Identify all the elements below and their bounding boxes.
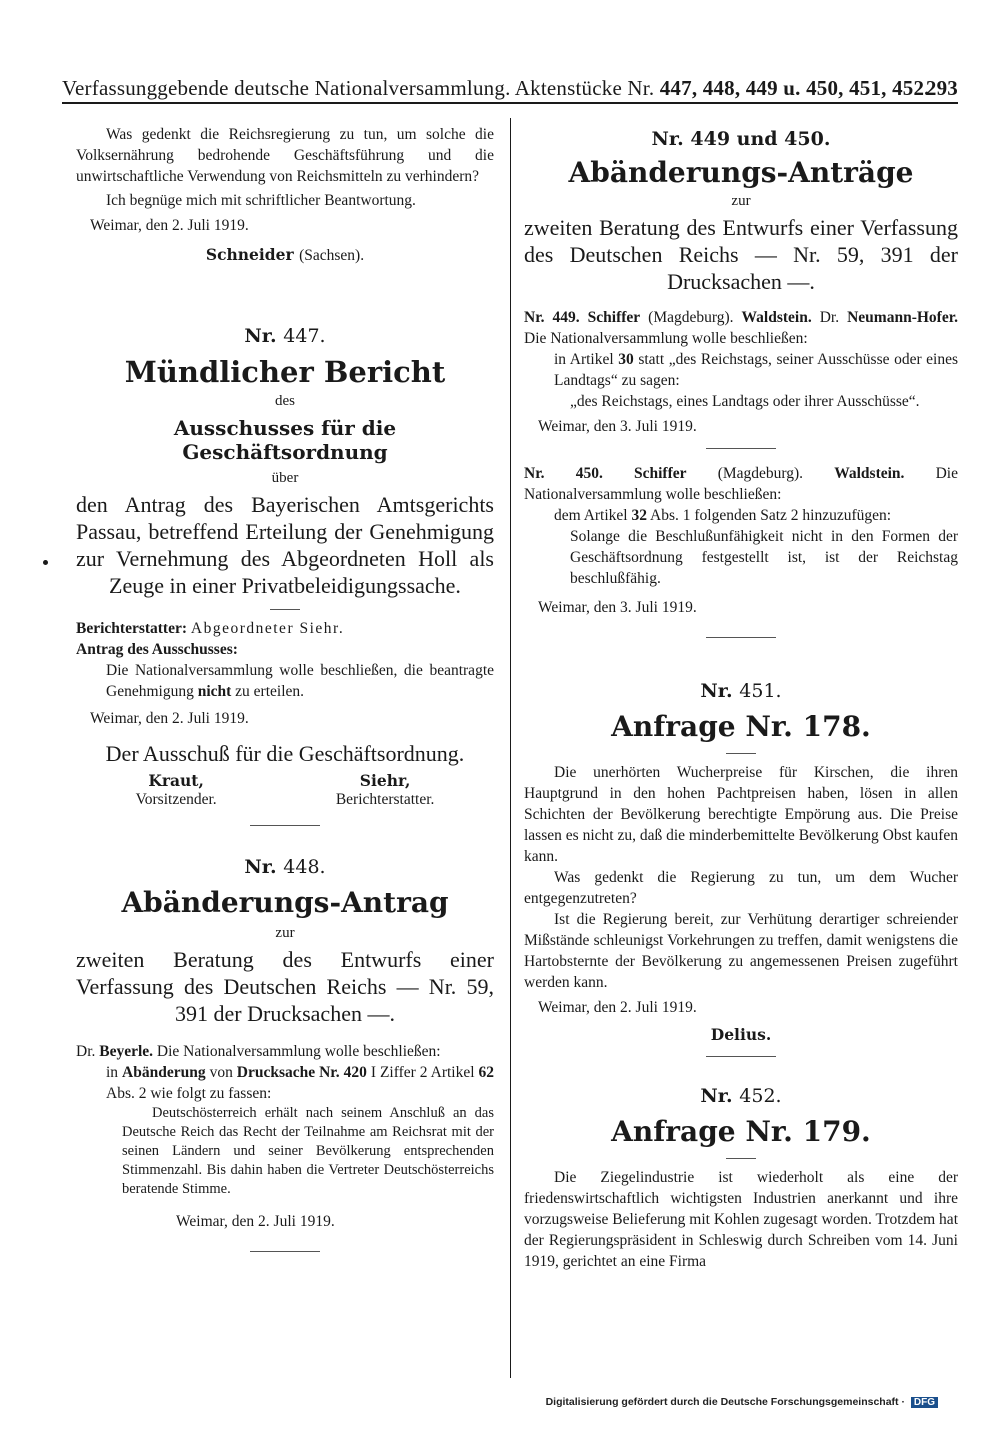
signature-reporter: Siehr, Berichterstatter.	[335, 771, 435, 808]
signature-chair: Kraut, Vorsitzender.	[135, 771, 217, 808]
dfg-logo: DFG	[911, 1397, 938, 1408]
nr-451-signature: Delius.	[710, 1025, 772, 1044]
nr-450-date: Weimar, den 3. Juli 1919.	[538, 599, 697, 616]
separator	[706, 448, 776, 449]
nr-447-reporter: Berichterstatter: Abgeordneter Siehr.	[76, 620, 345, 637]
nr-451-para-2: Was gedenkt die Regierung zu tun, um dem Wucher entgegenzutreten?	[524, 869, 958, 907]
nr-448-quote: Deutschösterreich erhält nach seinem Anschluß an das Deutsche Reich das Recht der Teilnahme am Reichsrat mit der seinen Ländern und seiner Bevölkerung entsprechenden Stimmenzahl. Bis dahin haben die Vertreter Deutschösterreichs beratende Stimme.	[122, 1105, 494, 1197]
nr-449-450-title: Abänderungs-Anträge	[568, 156, 914, 189]
nr-448-title: Abänderungs-Antrag	[121, 886, 449, 919]
nr-448-mover: Dr. Beyerle. Die Nationalversammlung wolle beschließen:	[76, 1043, 441, 1060]
nr-447-subtitle: Ausschusses für die Geschäftsordnung	[173, 416, 397, 464]
digitization-credit: Digitalisierung gefördert durch die Deutsche Forschungsgemeinschaft · DFG	[546, 1396, 938, 1408]
nr-451-para-3: Ist die Regierung bereit, zur Verhütung derartiger schreiender Mißstände schleunigst Vorkehrungen zu treffen, damit wenigstens die Hartobsternte der Bevölkerung zu angemessenen Preisen zugeführt werden kann.	[524, 911, 958, 991]
nr-452-para-1: Die Ziegelindustrie ist wiederholt als eine der friedenswirtschaftlich wichtigsten Industrien anerkannt und ihre vorzugsweise Belieferung mit Kohlen zugesagt worden. Trotzdem hat der Regierungspräsident in Schleswig durch Schreiben vom 14. Juni 1919, gerichtet an eine Firma	[524, 1169, 958, 1270]
nr-451-date: Weimar, den 2. Juli 1919.	[538, 999, 697, 1016]
nr-447-committee: Der Ausschuß für die Geschäftsordnung.	[105, 741, 465, 766]
intro-paragraph: Was gedenkt die Reichsregierung zu tun, um solche die Volksernährung bedrohende Geschäftsführung und die unwirtschaftliche Verwendung von Reichsmitteln zu verhindern?	[76, 126, 494, 185]
header-document-numbers: 447, 448, 449 u. 450, 451, 452.	[659, 76, 930, 100]
nr-447-signatures	[76, 771, 494, 809]
intro-answer: Ich begnüge mich mit schriftlicher Beantwortung.	[106, 192, 416, 209]
nr-452-title: Anfrage Nr. 179.	[611, 1115, 871, 1148]
nr-447-subject: den Antrag des Bayerischen Amtsgerichts Passau, betreffend Erteilung der Genehmigung zur Vernehmung des Abgeordneten Holl als Zeuge in einer Privatbeleidigungssache.	[76, 492, 494, 598]
nr-448-date: Weimar, den 2. Juli 1919.	[176, 1213, 335, 1230]
intro-date: Weimar, den 2. Juli 1919.	[90, 217, 249, 234]
separator	[270, 609, 300, 610]
nr-448-subject: zweiten Beratung des Entwurfs einer Verfassung des Deutschen Reichs — Nr. 59, 391 der Drucksachen —.	[76, 947, 494, 1026]
separator	[726, 753, 756, 754]
nr-447-des: des	[275, 393, 295, 409]
nr-449-450-zur: zur	[731, 193, 751, 209]
nr-452-heading: Nr. 452.	[700, 1085, 782, 1107]
nr-449-450-subject: zweiten Beratung des Entwurfs einer Verfassung des Deutschen Reichs — Nr. 59, 391 der Drucksachen —.	[524, 215, 958, 294]
nr-449-450-heading: Nr. 449 und 450.	[651, 128, 831, 150]
nr-448-amendment: in Abänderung von Drucksache Nr. 420 I Ziffer 2 Artikel 62 Abs. 2 wie folgt zu fassen:	[106, 1064, 495, 1102]
nr-448-zur: zur	[275, 925, 295, 941]
header-title: Verfassunggebende deutsche Nationalversammlung. Aktenstücke Nr. 447, 448, 449 u. 450, 451, 452.	[62, 76, 930, 100]
nr-449-quote: „des Reichstags, eines Landtags oder ihrer Ausschüsse“.	[570, 393, 920, 410]
page-number: 293	[925, 76, 958, 100]
intro-signature	[76, 245, 494, 265]
running-header	[62, 74, 958, 104]
column-divider	[510, 118, 511, 1378]
right-column	[524, 120, 958, 1272]
signature-place: (Sachsen).	[299, 247, 365, 264]
margin-mark	[43, 560, 48, 565]
nr-449-instruction: in Artikel 30 statt „des Reichstags, seiner Ausschüsse oder eines Landtags“ zu sagen:	[554, 351, 959, 389]
left-column	[76, 120, 494, 1252]
separator	[726, 1158, 756, 1159]
nr-447-heading: Nr. 447.	[244, 325, 326, 347]
nr-450-movers: Nr. 450. Schiffer (Magdeburg). Waldstein. Die Nationalversammlung wolle beschließen:	[524, 465, 958, 503]
nr-451-para-1: Die unerhörten Wucherpreise für Kirschen, die ihren Hauptgrund in den hohen Pachtpreisen haben, lösen in allen Schichten der Bevölkerung berechtigte Empörung aus. Die Preise lassen es nicht zu, daß die minderbemittelte Bevölkerung Obst kaufen kann.	[524, 764, 958, 865]
nr-447-antrag-text: Die Nationalversammlung wolle beschließen, die beantragte Genehmigung nicht zu erteilen.	[106, 662, 494, 700]
nr-451-heading: Nr. 451.	[700, 680, 782, 702]
separator	[250, 1251, 320, 1252]
separator	[706, 637, 776, 638]
nr-450-instruction: dem Artikel 32 Abs. 1 folgenden Satz 2 hinzuzufügen:	[554, 507, 892, 524]
nr-447-antrag-label: Antrag des Ausschusses:	[76, 641, 238, 658]
nr-447-ueber: über	[271, 470, 299, 486]
nr-449-movers: Nr. 449. Schiffer (Magdeburg). Waldstein. Dr. Neumann-Hofer. Die Nationalversammlung wolle beschließen:	[524, 309, 959, 347]
nr-448-heading: Nr. 448.	[244, 856, 326, 878]
nr-451-title: Anfrage Nr. 178.	[611, 710, 871, 743]
nr-449-date: Weimar, den 3. Juli 1919.	[538, 418, 697, 435]
signature-name: Schneider	[205, 245, 294, 264]
nr-447-title: Mündlicher Bericht	[124, 355, 446, 389]
nr-450-quote: Solange die Beschlußunfähigkeit nicht in den Formen der Geschäftsordnung festgestellt ist, ist der Reichstag beschlußfähig.	[570, 528, 958, 587]
separator	[706, 1056, 776, 1057]
separator	[250, 825, 320, 826]
nr-447-date: Weimar, den 2. Juli 1919.	[90, 710, 249, 727]
